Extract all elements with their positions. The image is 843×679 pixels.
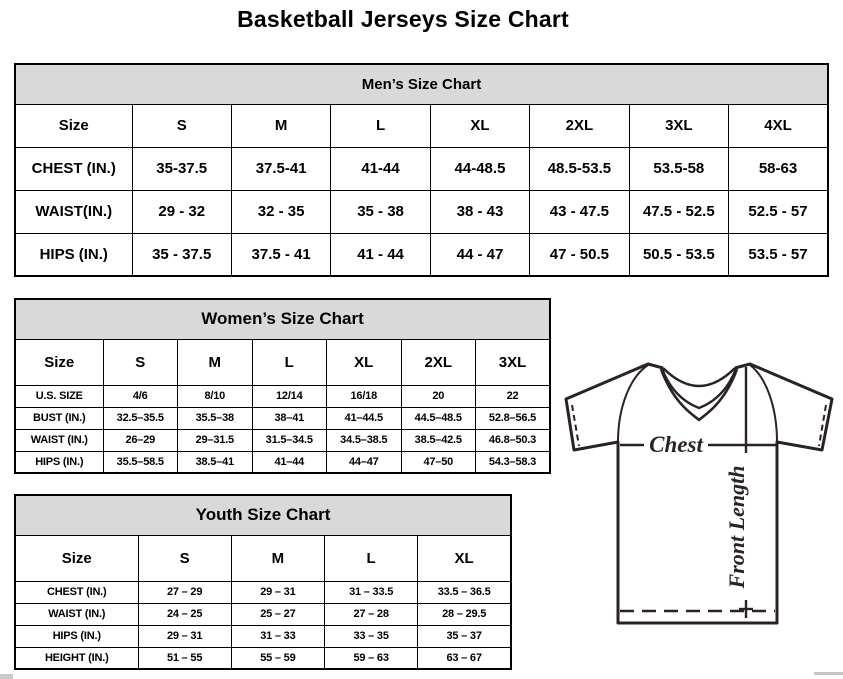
table-cell: 12/14 xyxy=(252,385,327,407)
table-cell: 26–29 xyxy=(103,429,178,451)
row-label: HIPS (IN.) xyxy=(15,233,132,276)
table-header-row xyxy=(15,495,511,535)
table-cell: 4/6 xyxy=(103,385,178,407)
row-label: U.S. SIZE xyxy=(15,385,103,407)
table-cell: 44 - 47 xyxy=(430,233,529,276)
row-label: WAIST (IN.) xyxy=(15,429,103,451)
youth-chart-title: Youth Size Chart xyxy=(15,495,511,535)
scrollbar-fragment-left[interactable] xyxy=(0,674,13,679)
table-header-row xyxy=(15,64,828,104)
column-header: 2XL xyxy=(530,104,629,147)
table-cell: 47–50 xyxy=(401,451,476,473)
table-cell: 31 – 33.5 xyxy=(325,581,418,603)
column-header: 2XL xyxy=(401,339,476,385)
table-row xyxy=(15,233,828,276)
row-label: HIPS (IN.) xyxy=(15,451,103,473)
table-row xyxy=(15,603,511,625)
table-cell: 32 - 35 xyxy=(231,190,330,233)
table-cell: 35.5–38 xyxy=(178,407,253,429)
table-row xyxy=(15,407,550,429)
table-cell: 41-44 xyxy=(331,147,430,190)
table-cell: 33.5 – 36.5 xyxy=(418,581,511,603)
table-cell: 22 xyxy=(476,385,551,407)
column-header: S xyxy=(132,104,231,147)
right-armhole-seam xyxy=(750,365,777,442)
table-row xyxy=(15,625,511,647)
row-label: WAIST(IN.) xyxy=(15,190,132,233)
table-cell: 47.5 - 52.5 xyxy=(629,190,728,233)
table-cell: 47 - 50.5 xyxy=(530,233,629,276)
table-cell: 53.5-58 xyxy=(629,147,728,190)
left-armhole-seam xyxy=(618,365,648,442)
column-header: 3XL xyxy=(476,339,551,385)
column-header: M xyxy=(231,535,324,581)
row-label: WAIST (IN.) xyxy=(15,603,138,625)
table-cell: 43 - 47.5 xyxy=(530,190,629,233)
womens-size-chart-table xyxy=(14,298,551,474)
mens-size-chart-table xyxy=(14,63,829,277)
table-cell: 27 – 29 xyxy=(138,581,231,603)
mens-chart-title: Men’s Size Chart xyxy=(15,64,828,104)
table-cell: 34.5–38.5 xyxy=(327,429,402,451)
column-header: XL xyxy=(327,339,402,385)
jersey-outline xyxy=(566,364,832,623)
table-cell: 48.5-53.5 xyxy=(530,147,629,190)
table-row xyxy=(15,451,550,473)
table-header-row xyxy=(15,299,550,339)
table-cell: 53.5 - 57 xyxy=(729,233,828,276)
row-label: CHEST (IN.) xyxy=(15,147,132,190)
column-header-row xyxy=(15,535,511,581)
table-cell: 28 – 29.5 xyxy=(418,603,511,625)
table-cell: 25 – 27 xyxy=(231,603,324,625)
table-cell: 16/18 xyxy=(327,385,402,407)
table-cell: 51 – 55 xyxy=(138,647,231,669)
row-label: CHEST (IN.) xyxy=(15,581,138,603)
table-cell: 38.5–41 xyxy=(178,451,253,473)
chest-label: Chest xyxy=(649,432,703,457)
table-cell: 32.5–35.5 xyxy=(103,407,178,429)
table-cell: 52.5 - 57 xyxy=(729,190,828,233)
table-cell: 29–31.5 xyxy=(178,429,253,451)
table-row xyxy=(15,147,828,190)
table-cell: 35 - 37.5 xyxy=(132,233,231,276)
column-header: L xyxy=(252,339,327,385)
column-header: M xyxy=(231,104,330,147)
table-cell: 29 – 31 xyxy=(231,581,324,603)
column-header: S xyxy=(138,535,231,581)
table-cell: 37.5-41 xyxy=(231,147,330,190)
table-cell: 59 – 63 xyxy=(325,647,418,669)
table-cell: 46.8–50.3 xyxy=(476,429,551,451)
column-header-row xyxy=(15,104,828,147)
table-cell: 33 – 35 xyxy=(325,625,418,647)
column-header-row xyxy=(15,339,550,385)
scrollbar-fragment-right[interactable] xyxy=(814,672,843,675)
row-label: HEIGHT (IN.) xyxy=(15,647,138,669)
column-header: 3XL xyxy=(629,104,728,147)
column-header: M xyxy=(178,339,253,385)
column-header: L xyxy=(325,535,418,581)
table-cell: 44.5–48.5 xyxy=(401,407,476,429)
table-cell: 29 – 31 xyxy=(138,625,231,647)
table-cell: 41–44.5 xyxy=(327,407,402,429)
table-cell: 35-37.5 xyxy=(132,147,231,190)
table-cell: 50.5 - 53.5 xyxy=(629,233,728,276)
table-cell: 58-63 xyxy=(729,147,828,190)
table-cell: 41–44 xyxy=(252,451,327,473)
table-cell: 31 – 33 xyxy=(231,625,324,647)
table-cell: 31.5–34.5 xyxy=(252,429,327,451)
table-cell: 52.8–56.5 xyxy=(476,407,551,429)
youth-size-chart-table xyxy=(14,494,512,670)
page-title: Basketball Jerseys Size Chart xyxy=(237,6,569,32)
table-cell: 54.3–58.3 xyxy=(476,451,551,473)
column-header: XL xyxy=(430,104,529,147)
table-cell: 29 - 32 xyxy=(132,190,231,233)
table-cell: 55 – 59 xyxy=(231,647,324,669)
table-row xyxy=(15,190,828,233)
table-row xyxy=(15,647,511,669)
column-header: Size xyxy=(15,104,132,147)
table-cell: 38.5–42.5 xyxy=(401,429,476,451)
table-row xyxy=(15,429,550,451)
table-cell: 24 – 25 xyxy=(138,603,231,625)
table-cell: 41 - 44 xyxy=(331,233,430,276)
table-cell: 44–47 xyxy=(327,451,402,473)
column-header: S xyxy=(103,339,178,385)
table-row xyxy=(15,385,550,407)
table-cell: 35 - 38 xyxy=(331,190,430,233)
column-header: Size xyxy=(15,535,138,581)
table-cell: 38 - 43 xyxy=(430,190,529,233)
collar-back-curve xyxy=(663,368,735,386)
table-cell: 44-48.5 xyxy=(430,147,529,190)
row-label: BUST (IN.) xyxy=(15,407,103,429)
table-cell: 35 – 37 xyxy=(418,625,511,647)
table-cell: 37.5 - 41 xyxy=(231,233,330,276)
womens-chart-title: Women’s Size Chart xyxy=(15,299,550,339)
column-header: XL xyxy=(418,535,511,581)
column-header: L xyxy=(331,104,430,147)
row-label: HIPS (IN.) xyxy=(15,625,138,647)
table-cell: 27 – 28 xyxy=(325,603,418,625)
table-cell: 20 xyxy=(401,385,476,407)
front-length-label: Front Length xyxy=(724,465,749,589)
table-cell: 38–41 xyxy=(252,407,327,429)
column-header: 4XL xyxy=(729,104,828,147)
table-cell: 35.5–58.5 xyxy=(103,451,178,473)
column-header: Size xyxy=(15,339,103,385)
table-cell: 63 – 67 xyxy=(418,647,511,669)
table-cell: 8/10 xyxy=(178,385,253,407)
collar-band-curve xyxy=(662,369,736,408)
jersey-diagram xyxy=(556,355,843,647)
table-row xyxy=(15,581,511,603)
